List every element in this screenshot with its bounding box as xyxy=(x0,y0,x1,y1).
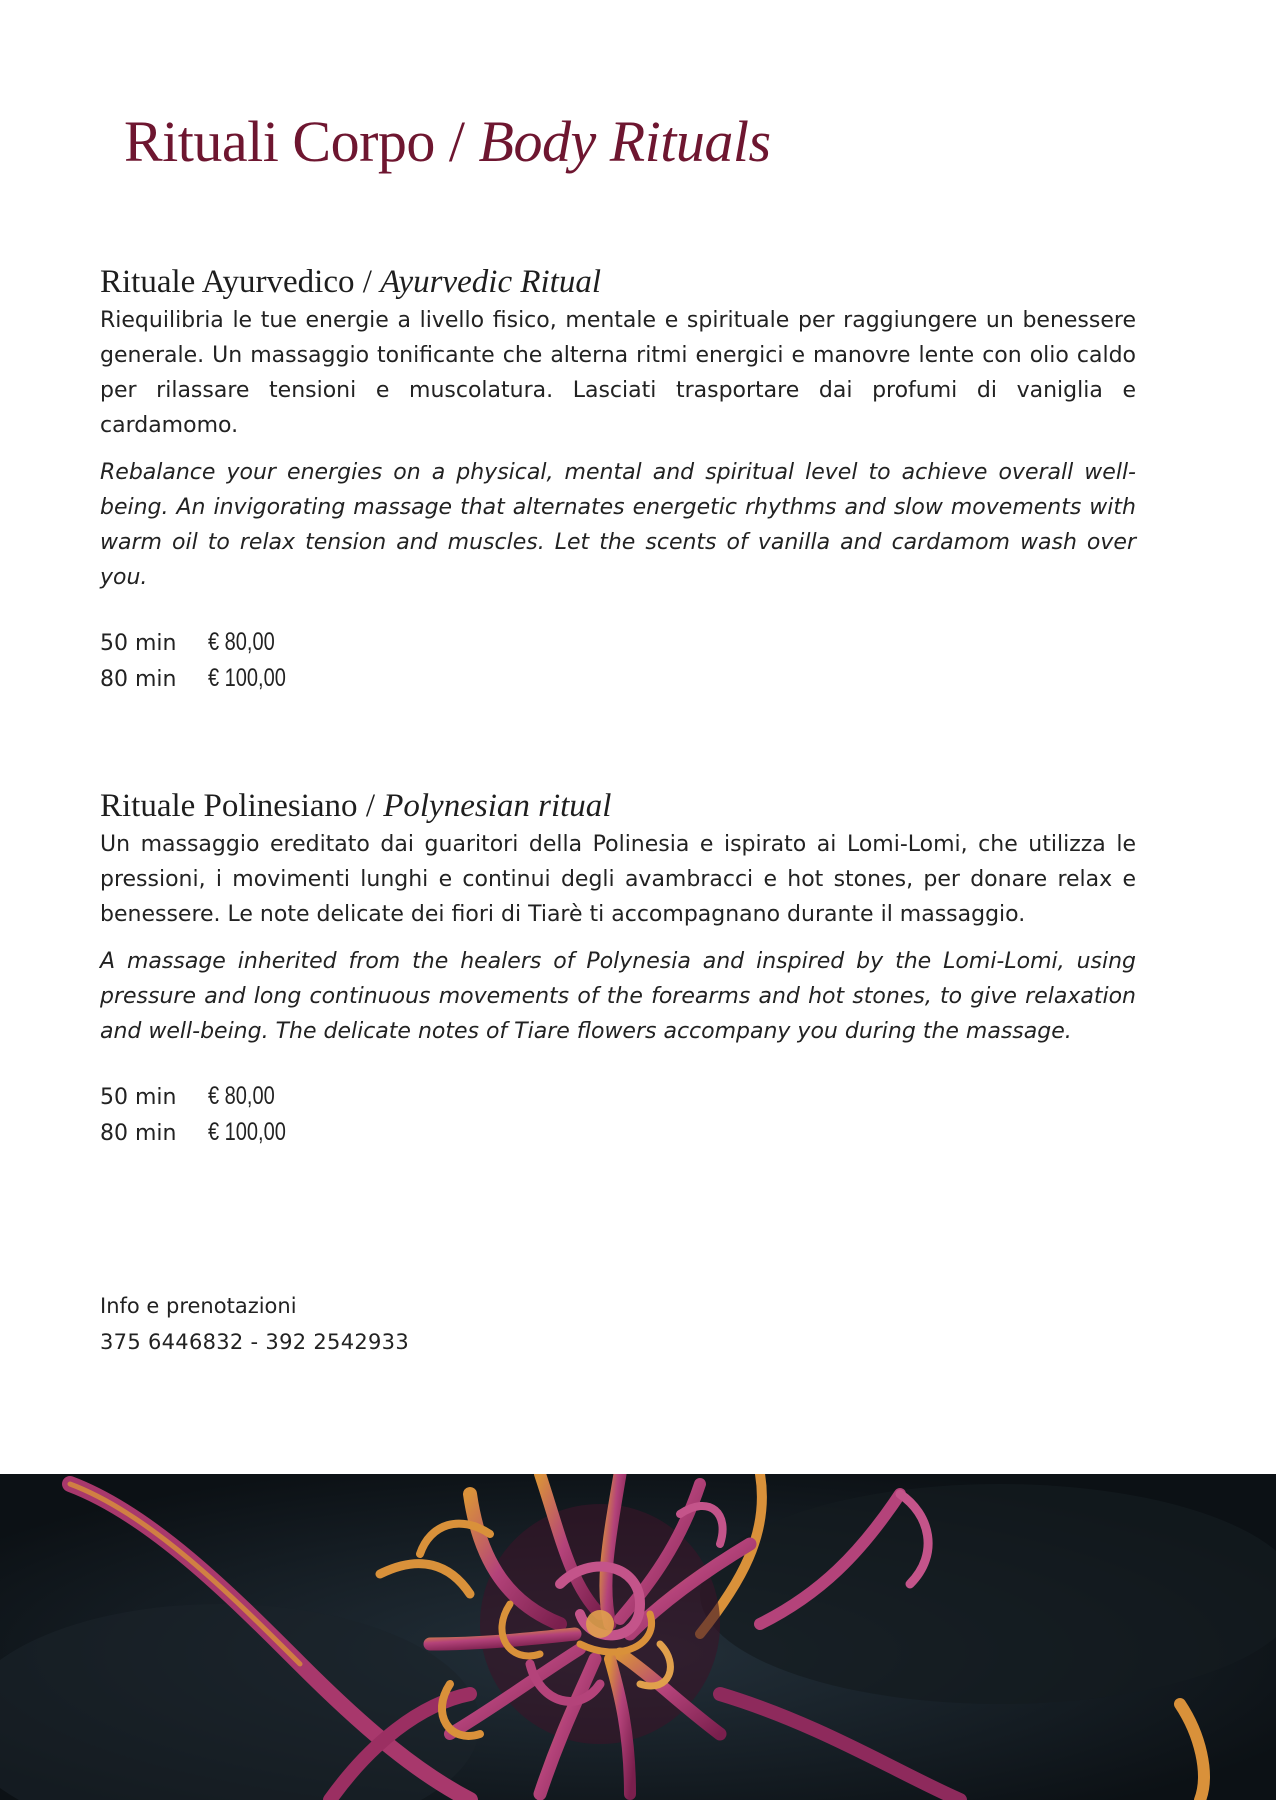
description-english: Rebalance your energies on a physical, mental and spiritual level to achieve overall well-being. An invigorating massage that alternates energetic rhythms and slow movements with warm oil to relax tension and muscles. Let the scents of vanilla and cardamom wash over you. xyxy=(100,460,1136,590)
section-title-en: Polynesian ritual xyxy=(383,788,612,824)
section-title-it: Rituale Ayurvedico xyxy=(100,264,355,300)
price-duration: 50 min xyxy=(100,631,177,656)
section-ayurvedic xyxy=(100,264,1136,697)
price-row xyxy=(100,661,1136,697)
description-italian: Un massaggio ereditato dai guaritori della Polinesia e ispirato ai Lomi-Lomi, che utilizza le pressioni, i movimenti lunghi e continui degli avambracci e hot stones, per donare relax e benessere. Le note delicate dei fiori di Tiarè ti accompagnano durante il massaggio. xyxy=(100,832,1136,927)
section-title xyxy=(100,788,1136,825)
section-title xyxy=(100,264,1136,301)
section-title-it: Rituale Polinesiano xyxy=(100,788,358,824)
section-title-separator: / xyxy=(354,264,381,300)
price-row xyxy=(100,1079,1136,1115)
price-list xyxy=(100,1079,1136,1151)
price-amount: € 100,00 xyxy=(208,1118,286,1146)
page-title-en: Body Rituals xyxy=(478,109,771,174)
price-amount: € 100,00 xyxy=(208,664,286,692)
contact-info xyxy=(100,1288,409,1360)
page-title-it: Rituali Corpo xyxy=(124,109,435,174)
price-duration: 80 min xyxy=(100,667,177,692)
flower-illustration-icon xyxy=(0,1474,1276,1800)
price-amount: € 80,00 xyxy=(208,628,275,656)
price-amount: € 80,00 xyxy=(208,1082,275,1110)
price-duration: 50 min xyxy=(100,1085,177,1110)
price-row xyxy=(100,1115,1136,1151)
flower-photo xyxy=(0,1474,1276,1800)
page-title-separator: / xyxy=(434,109,479,174)
page-title xyxy=(124,108,771,175)
price-list xyxy=(100,625,1136,697)
description-italian: Riequilibria le tue energie a livello fisico, mentale e spirituale per raggiungere un benessere generale. Un massaggio tonificante che alterna ritmi energici e manovre lente con olio caldo per rilassare tensioni e muscolatura. Lasciati trasportare dai profumi di vaniglia e cardamomo. xyxy=(100,308,1136,438)
price-duration: 80 min xyxy=(100,1121,177,1146)
section-title-separator: / xyxy=(357,788,384,824)
section-polynesian xyxy=(100,788,1136,1151)
description-english: A massage inherited from the healers of Polynesia and inspired by the Lomi-Lomi, using pressure and long continuous movements of the forearms and hot stones, to give relaxation and well-being. The delicate notes of Tiare flowers accompany you during the massage. xyxy=(100,949,1136,1044)
info-label: Info e prenotazioni xyxy=(100,1294,297,1318)
section-title-en: Ayurvedic Ritual xyxy=(380,264,602,300)
price-row xyxy=(100,625,1136,661)
phone-numbers[interactable]: 375 6446832 - 392 2542933 xyxy=(100,1330,409,1354)
